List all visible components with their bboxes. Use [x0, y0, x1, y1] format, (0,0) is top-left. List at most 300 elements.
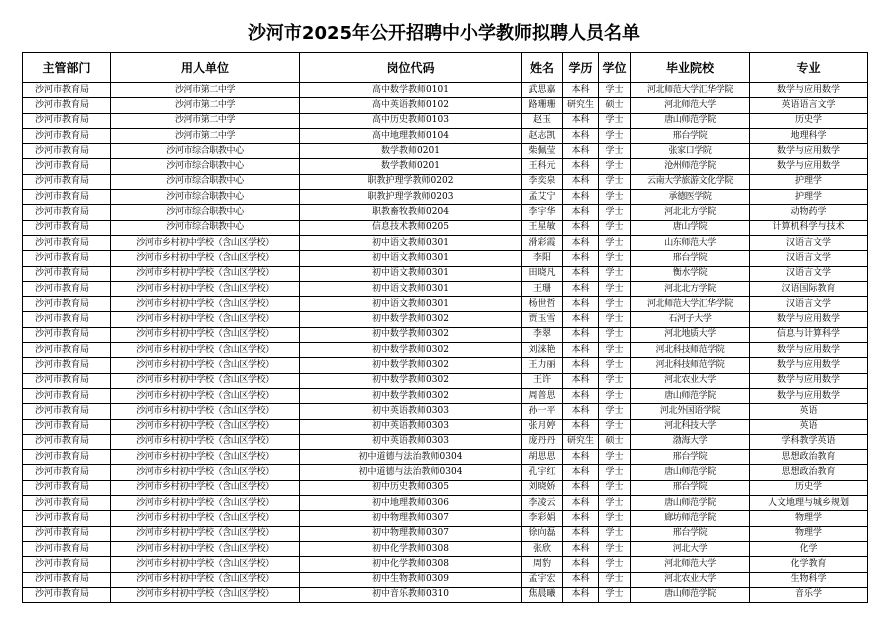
name-cell: 李阳: [522, 251, 563, 266]
name-cell: 李凌云: [522, 496, 563, 511]
table-header-row: [23, 53, 868, 83]
department-cell: 沙河市教育局: [23, 235, 111, 250]
employer-cell: 沙河市综合职教中心: [111, 205, 300, 220]
name-cell: 李翠: [522, 327, 563, 342]
degree-cell: 学士: [599, 113, 631, 128]
department-cell: 沙河市教育局: [23, 83, 111, 98]
position-code-cell: 高中数学教师0101: [300, 83, 522, 98]
degree-cell: 学士: [599, 235, 631, 250]
degree-cell: 学士: [599, 465, 631, 480]
degree-cell: 学士: [599, 144, 631, 159]
degree-cell: 学士: [599, 83, 631, 98]
position-code-cell: 初中数学教师0302: [300, 343, 522, 358]
table-row: [23, 83, 868, 98]
education-cell: 本科: [563, 419, 599, 434]
position-code-cell: 数学教师0201: [300, 144, 522, 159]
major-cell: 汉语国际教育: [750, 281, 868, 296]
major-cell: 地理科学: [750, 128, 868, 143]
education-cell: 本科: [563, 541, 599, 556]
degree-cell: 学士: [599, 343, 631, 358]
education-cell: 本科: [563, 587, 599, 602]
employer-cell: 沙河市乡村初中学校（含山区学校）: [111, 557, 300, 572]
major-cell: 数学与应用数学: [750, 144, 868, 159]
employer-cell: 沙河市乡村初中学校（含山区学校）: [111, 496, 300, 511]
degree-cell: 学士: [599, 511, 631, 526]
major-cell: 汉语言文学: [750, 251, 868, 266]
employer-cell: 沙河市第二中学: [111, 98, 300, 113]
department-cell: 沙河市教育局: [23, 113, 111, 128]
major-cell: 数学与应用数学: [750, 358, 868, 373]
name-cell: 王力丽: [522, 358, 563, 373]
position-code-cell: 初中语文教师0301: [300, 297, 522, 312]
position-code-cell: 初中语文教师0301: [300, 281, 522, 296]
department-cell: 沙河市教育局: [23, 205, 111, 220]
name-cell: 张月婷: [522, 419, 563, 434]
employer-cell: 沙河市乡村初中学校（含山区学校）: [111, 404, 300, 419]
degree-cell: 学士: [599, 388, 631, 403]
major-cell: 数学与应用数学: [750, 373, 868, 388]
school-cell: 河北师范大学汇华学院: [631, 297, 750, 312]
department-cell: 沙河市教育局: [23, 251, 111, 266]
name-cell: 刘晓娇: [522, 480, 563, 495]
position-code-cell: 初中音乐教师0310: [300, 587, 522, 602]
position-code-cell: 数学教师0201: [300, 159, 522, 174]
position-code-cell: 职教畜牧教师0204: [300, 205, 522, 220]
position-code-cell: 高中英语教师0102: [300, 98, 522, 113]
education-cell: 本科: [563, 113, 599, 128]
degree-cell: 学士: [599, 128, 631, 143]
school-cell: 河北科技师范学院: [631, 343, 750, 358]
school-cell: 唐山师范学院: [631, 113, 750, 128]
employer-cell: 沙河市乡村初中学校（含山区学校）: [111, 266, 300, 281]
degree-cell: 学士: [599, 358, 631, 373]
major-cell: 数学与应用数学: [750, 312, 868, 327]
major-cell: 学科教学英语: [750, 434, 868, 449]
table-row: [23, 312, 868, 327]
department-cell: 沙河市教育局: [23, 281, 111, 296]
name-cell: 王星敏: [522, 220, 563, 235]
employer-cell: 沙河市综合职教中心: [111, 144, 300, 159]
major-cell: 信息与计算科学: [750, 327, 868, 342]
department-cell: 沙河市教育局: [23, 434, 111, 449]
major-cell: 汉语言文学: [750, 235, 868, 250]
table-row: [23, 373, 868, 388]
employer-cell: 沙河市乡村初中学校（含山区学校）: [111, 465, 300, 480]
education-cell: 本科: [563, 373, 599, 388]
school-cell: 唐山师范学院: [631, 496, 750, 511]
employer-cell: 沙河市乡村初中学校（含山区学校）: [111, 434, 300, 449]
name-cell: 武思嘉: [522, 83, 563, 98]
name-cell: 路珊珊: [522, 98, 563, 113]
employer-cell: 沙河市乡村初中学校（含山区学校）: [111, 251, 300, 266]
education-cell: 研究生: [563, 98, 599, 113]
hiring-table: [22, 52, 868, 603]
name-cell: 王珊: [522, 281, 563, 296]
position-code-cell: 初中化学教师0308: [300, 541, 522, 556]
table-row: [23, 343, 868, 358]
header-name: 姓名: [522, 53, 563, 83]
table-row: [23, 144, 868, 159]
education-cell: 本科: [563, 496, 599, 511]
school-cell: 唐山师范学院: [631, 587, 750, 602]
major-cell: 物理学: [750, 511, 868, 526]
position-code-cell: 初中英语教师0303: [300, 434, 522, 449]
table-row: [23, 572, 868, 587]
department-cell: 沙河市教育局: [23, 419, 111, 434]
department-cell: 沙河市教育局: [23, 373, 111, 388]
employer-cell: 沙河市乡村初中学校（含山区学校）: [111, 388, 300, 403]
header-department: 主管部门: [23, 53, 111, 83]
table-row: [23, 281, 868, 296]
department-cell: 沙河市教育局: [23, 465, 111, 480]
major-cell: 动物药学: [750, 205, 868, 220]
name-cell: 田晓凡: [522, 266, 563, 281]
position-code-cell: 初中语文教师0301: [300, 235, 522, 250]
school-cell: 唐山师范学院: [631, 388, 750, 403]
employer-cell: 沙河市乡村初中学校（含山区学校）: [111, 541, 300, 556]
education-cell: 本科: [563, 174, 599, 189]
department-cell: 沙河市教育局: [23, 128, 111, 143]
position-code-cell: 初中语文教师0301: [300, 266, 522, 281]
major-cell: 化学教育: [750, 557, 868, 572]
employer-cell: 沙河市乡村初中学校（含山区学校）: [111, 235, 300, 250]
major-cell: 思想政治教育: [750, 450, 868, 465]
school-cell: 河北地质大学: [631, 327, 750, 342]
header-employer: 用人单位: [111, 53, 300, 83]
name-cell: 孟艾宁: [522, 190, 563, 205]
education-cell: 本科: [563, 511, 599, 526]
school-cell: 河北科技大学: [631, 419, 750, 434]
position-code-cell: 初中道德与法治教师0304: [300, 465, 522, 480]
school-cell: 邢台学院: [631, 128, 750, 143]
table-row: [23, 388, 868, 403]
table-row: [23, 190, 868, 205]
school-cell: 唐山学院: [631, 220, 750, 235]
department-cell: 沙河市教育局: [23, 450, 111, 465]
employer-cell: 沙河市乡村初中学校（含山区学校）: [111, 358, 300, 373]
education-cell: 本科: [563, 205, 599, 220]
major-cell: 数学与应用数学: [750, 388, 868, 403]
position-code-cell: 初中数学教师0302: [300, 373, 522, 388]
position-code-cell: 初中语文教师0301: [300, 251, 522, 266]
major-cell: 人文地理与城乡规划: [750, 496, 868, 511]
degree-cell: 学士: [599, 572, 631, 587]
department-cell: 沙河市教育局: [23, 174, 111, 189]
major-cell: 历史学: [750, 480, 868, 495]
degree-cell: 学士: [599, 419, 631, 434]
name-cell: 张欣: [522, 541, 563, 556]
education-cell: 本科: [563, 220, 599, 235]
position-code-cell: 初中数学教师0302: [300, 388, 522, 403]
table-row: [23, 266, 868, 281]
education-cell: 本科: [563, 526, 599, 541]
degree-cell: 学士: [599, 297, 631, 312]
position-code-cell: 职教护理学教师0202: [300, 174, 522, 189]
school-cell: 邢台学院: [631, 480, 750, 495]
table-row: [23, 587, 868, 602]
table-row: [23, 128, 868, 143]
major-cell: 汉语言文学: [750, 297, 868, 312]
degree-cell: 学士: [599, 541, 631, 556]
employer-cell: 沙河市第二中学: [111, 128, 300, 143]
degree-cell: 学士: [599, 251, 631, 266]
name-cell: 李宇华: [522, 205, 563, 220]
department-cell: 沙河市教育局: [23, 144, 111, 159]
school-cell: 衡水学院: [631, 266, 750, 281]
employer-cell: 沙河市乡村初中学校（含山区学校）: [111, 327, 300, 342]
name-cell: 周普思: [522, 388, 563, 403]
department-cell: 沙河市教育局: [23, 557, 111, 572]
education-cell: 本科: [563, 327, 599, 342]
school-cell: 河北大学: [631, 541, 750, 556]
employer-cell: 沙河市乡村初中学校（含山区学校）: [111, 572, 300, 587]
position-code-cell: 初中数学教师0302: [300, 327, 522, 342]
employer-cell: 沙河市乡村初中学校（含山区学校）: [111, 419, 300, 434]
major-cell: 护理学: [750, 190, 868, 205]
degree-cell: 学士: [599, 404, 631, 419]
employer-cell: 沙河市乡村初中学校（含山区学校）: [111, 480, 300, 495]
school-cell: 承德医学院: [631, 190, 750, 205]
header-degree: 学位: [599, 53, 631, 83]
education-cell: 本科: [563, 251, 599, 266]
table-row: [23, 557, 868, 572]
table-row: [23, 511, 868, 526]
employer-cell: 沙河市乡村初中学校（含山区学校）: [111, 297, 300, 312]
school-cell: 邢台学院: [631, 526, 750, 541]
degree-cell: 学士: [599, 174, 631, 189]
position-code-cell: 初中数学教师0302: [300, 358, 522, 373]
name-cell: 李奕泉: [522, 174, 563, 189]
header-major: 专业: [750, 53, 868, 83]
department-cell: 沙河市教育局: [23, 190, 111, 205]
employer-cell: 沙河市乡村初中学校（含山区学校）: [111, 511, 300, 526]
position-code-cell: 初中数学教师0302: [300, 312, 522, 327]
name-cell: 赵玉: [522, 113, 563, 128]
degree-cell: 学士: [599, 373, 631, 388]
employer-cell: 沙河市综合职教中心: [111, 174, 300, 189]
name-cell: 柴佩莹: [522, 144, 563, 159]
education-cell: 本科: [563, 404, 599, 419]
department-cell: 沙河市教育局: [23, 480, 111, 495]
employer-cell: 沙河市乡村初中学校（含山区学校）: [111, 373, 300, 388]
table-row: [23, 480, 868, 495]
school-cell: 河北外国语学院: [631, 404, 750, 419]
education-cell: 本科: [563, 480, 599, 495]
employer-cell: 沙河市综合职教中心: [111, 190, 300, 205]
employer-cell: 沙河市第二中学: [111, 113, 300, 128]
name-cell: 徐向磊: [522, 526, 563, 541]
major-cell: 计算机科学与技术: [750, 220, 868, 235]
position-code-cell: 初中英语教师0303: [300, 404, 522, 419]
education-cell: 本科: [563, 312, 599, 327]
table-row: [23, 358, 868, 373]
table-row: [23, 496, 868, 511]
name-cell: 李彩娟: [522, 511, 563, 526]
position-code-cell: 初中物理教师0307: [300, 526, 522, 541]
school-cell: 渤海大学: [631, 434, 750, 449]
school-cell: 邢台学院: [631, 450, 750, 465]
education-cell: 本科: [563, 144, 599, 159]
department-cell: 沙河市教育局: [23, 358, 111, 373]
education-cell: 本科: [563, 388, 599, 403]
major-cell: 数学与应用数学: [750, 83, 868, 98]
education-cell: 本科: [563, 128, 599, 143]
position-code-cell: 高中地理教师0104: [300, 128, 522, 143]
department-cell: 沙河市教育局: [23, 312, 111, 327]
degree-cell: 学士: [599, 205, 631, 220]
header-position-code: 岗位代码: [300, 53, 522, 83]
school-cell: 河北科技师范学院: [631, 358, 750, 373]
school-cell: 河北北方学院: [631, 281, 750, 296]
name-cell: 贾玉雪: [522, 312, 563, 327]
school-cell: 石河子大学: [631, 312, 750, 327]
table-row: [23, 465, 868, 480]
department-cell: 沙河市教育局: [23, 404, 111, 419]
employer-cell: 沙河市乡村初中学校（含山区学校）: [111, 526, 300, 541]
degree-cell: 学士: [599, 480, 631, 495]
education-cell: 本科: [563, 297, 599, 312]
table-row: [23, 541, 868, 556]
major-cell: 历史学: [750, 113, 868, 128]
name-cell: 周豹: [522, 557, 563, 572]
education-cell: 本科: [563, 266, 599, 281]
name-cell: 庞丹丹: [522, 434, 563, 449]
position-code-cell: 初中生物教师0309: [300, 572, 522, 587]
table-row: [23, 220, 868, 235]
employer-cell: 沙河市乡村初中学校（含山区学校）: [111, 587, 300, 602]
degree-cell: 学士: [599, 450, 631, 465]
education-cell: 研究生: [563, 434, 599, 449]
school-cell: 张家口学院: [631, 144, 750, 159]
major-cell: 汉语言文学: [750, 266, 868, 281]
department-cell: 沙河市教育局: [23, 220, 111, 235]
table-row: [23, 98, 868, 113]
major-cell: 护理学: [750, 174, 868, 189]
employer-cell: 沙河市综合职教中心: [111, 159, 300, 174]
education-cell: 本科: [563, 465, 599, 480]
major-cell: 数学与应用数学: [750, 343, 868, 358]
name-cell: 胡思思: [522, 450, 563, 465]
school-cell: 河北农业大学: [631, 373, 750, 388]
major-cell: 物理学: [750, 526, 868, 541]
major-cell: 数学与应用数学: [750, 159, 868, 174]
table-row: [23, 450, 868, 465]
education-cell: 本科: [563, 358, 599, 373]
school-cell: 河北师范大学: [631, 98, 750, 113]
name-cell: 滑彩霞: [522, 235, 563, 250]
major-cell: 英语语言文学: [750, 98, 868, 113]
table-row: [23, 205, 868, 220]
table-row: [23, 526, 868, 541]
education-cell: 本科: [563, 281, 599, 296]
education-cell: 本科: [563, 557, 599, 572]
department-cell: 沙河市教育局: [23, 572, 111, 587]
degree-cell: 硕士: [599, 98, 631, 113]
department-cell: 沙河市教育局: [23, 496, 111, 511]
school-cell: 廊坊师范学院: [631, 511, 750, 526]
page-title: 沙河市2025年公开招聘中小学教师拟聘人员名单: [247, 23, 641, 44]
school-cell: 山东师范大学: [631, 235, 750, 250]
employer-cell: 沙河市乡村初中学校（含山区学校）: [111, 281, 300, 296]
position-code-cell: 初中英语教师0303: [300, 419, 522, 434]
department-cell: 沙河市教育局: [23, 388, 111, 403]
table-row: [23, 419, 868, 434]
degree-cell: 学士: [599, 220, 631, 235]
table-row: [23, 404, 868, 419]
major-cell: 音乐学: [750, 587, 868, 602]
department-cell: 沙河市教育局: [23, 343, 111, 358]
table-row: [23, 174, 868, 189]
name-cell: 焦晨曦: [522, 587, 563, 602]
department-cell: 沙河市教育局: [23, 98, 111, 113]
department-cell: 沙河市教育局: [23, 541, 111, 556]
degree-cell: 学士: [599, 557, 631, 572]
degree-cell: 硕士: [599, 434, 631, 449]
school-cell: 邢台学院: [631, 251, 750, 266]
department-cell: 沙河市教育局: [23, 511, 111, 526]
major-cell: 英语: [750, 419, 868, 434]
education-cell: 本科: [563, 235, 599, 250]
school-cell: 唐山师范学院: [631, 465, 750, 480]
position-code-cell: 职教护理学教师0203: [300, 190, 522, 205]
education-cell: 本科: [563, 343, 599, 358]
degree-cell: 学士: [599, 281, 631, 296]
degree-cell: 学士: [599, 526, 631, 541]
degree-cell: 学士: [599, 190, 631, 205]
position-code-cell: 初中道德与法治教师0304: [300, 450, 522, 465]
degree-cell: 学士: [599, 312, 631, 327]
major-cell: 思想政治教育: [750, 465, 868, 480]
header-education: 学历: [563, 53, 599, 83]
position-code-cell: 初中地理教师0306: [300, 496, 522, 511]
employer-cell: 沙河市第二中学: [111, 83, 300, 98]
school-cell: 河北农业大学: [631, 572, 750, 587]
name-cell: 孟宇宏: [522, 572, 563, 587]
position-code-cell: 信息技术教师0205: [300, 220, 522, 235]
employer-cell: 沙河市乡村初中学校（含山区学校）: [111, 312, 300, 327]
name-cell: 杨世哲: [522, 297, 563, 312]
table-row: [23, 251, 868, 266]
header-school: 毕业院校: [631, 53, 750, 83]
table-row: [23, 159, 868, 174]
table-row: [23, 434, 868, 449]
school-cell: 河北北方学院: [631, 205, 750, 220]
name-cell: 刘涞艳: [522, 343, 563, 358]
employer-cell: 沙河市乡村初中学校（含山区学校）: [111, 450, 300, 465]
department-cell: 沙河市教育局: [23, 159, 111, 174]
school-cell: 云南大学旅游文化学院: [631, 174, 750, 189]
major-cell: 英语: [750, 404, 868, 419]
position-code-cell: 初中化学教师0308: [300, 557, 522, 572]
education-cell: 本科: [563, 190, 599, 205]
degree-cell: 学士: [599, 266, 631, 281]
table-body: [23, 83, 868, 603]
table-row: [23, 297, 868, 312]
degree-cell: 学士: [599, 159, 631, 174]
position-code-cell: 高中历史教师0103: [300, 113, 522, 128]
employer-cell: 沙河市乡村初中学校（含山区学校）: [111, 343, 300, 358]
school-cell: 河北师范大学: [631, 557, 750, 572]
education-cell: 本科: [563, 83, 599, 98]
major-cell: 生物科学: [750, 572, 868, 587]
table-row: [23, 235, 868, 250]
table-row: [23, 113, 868, 128]
department-cell: 沙河市教育局: [23, 526, 111, 541]
department-cell: 沙河市教育局: [23, 297, 111, 312]
department-cell: 沙河市教育局: [23, 587, 111, 602]
name-cell: 赵志凯: [522, 128, 563, 143]
department-cell: 沙河市教育局: [23, 327, 111, 342]
